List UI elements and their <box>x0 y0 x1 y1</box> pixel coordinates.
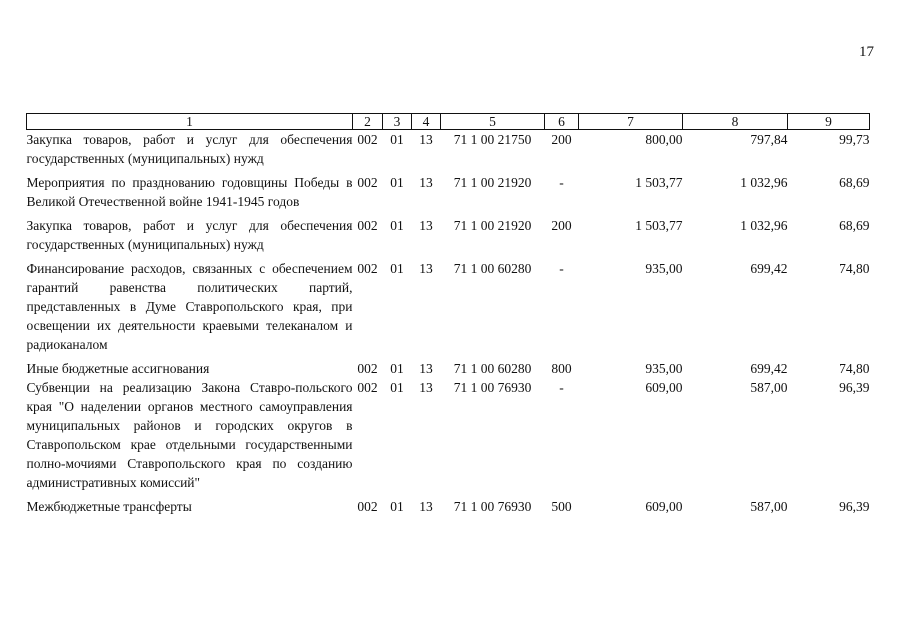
row-cell: 002 <box>357 261 378 276</box>
row-cell: 01 <box>390 499 404 514</box>
row-cell: 699,42 <box>750 261 788 276</box>
row-name: Иные бюджетные ассигнования <box>26 361 210 376</box>
row-cell: 71 1 00 21750 <box>453 132 532 147</box>
header-cell-1: 1 <box>27 114 353 130</box>
table-row <box>27 497 870 516</box>
row-cell: 002 <box>357 380 378 395</box>
row-cell: 96,39 <box>839 499 870 514</box>
row-cell: 01 <box>390 261 404 276</box>
row-cell: 71 1 00 21920 <box>453 175 532 190</box>
row-cell: 74,80 <box>839 361 870 376</box>
row-cell: 935,00 <box>645 361 683 376</box>
row-cell: 68,69 <box>839 175 870 190</box>
row-cell: 13 <box>419 361 433 376</box>
table-row <box>27 359 870 378</box>
row-name: Закупка товаров, работ и услуг для обеспечения государственных (муниципальных) нужд <box>26 132 353 166</box>
header-cell-5: 5 <box>441 114 545 130</box>
header-cell-2: 2 <box>353 114 383 130</box>
row-cell: 609,00 <box>645 380 683 395</box>
row-cell: 13 <box>419 132 433 147</box>
row-cell: 01 <box>390 361 404 376</box>
row-cell: 800 <box>551 361 572 376</box>
row-cell: 74,80 <box>839 261 870 276</box>
row-name: Закупка товаров, работ и услуг для обеспечения государственных (муниципальных) нужд <box>26 218 353 252</box>
table-row <box>27 378 870 492</box>
row-cell: 002 <box>357 218 378 233</box>
header-cell-3: 3 <box>383 114 412 130</box>
row-cell: 699,42 <box>750 361 788 376</box>
row-cell: 99,73 <box>839 132 870 147</box>
budget-table <box>26 113 870 516</box>
row-cell: 13 <box>419 380 433 395</box>
page-number: 17 <box>859 44 874 60</box>
row-cell: 13 <box>419 175 433 190</box>
row-cell: - <box>559 175 564 190</box>
row-cell: 1 503,77 <box>635 218 683 233</box>
row-cell: 587,00 <box>750 380 788 395</box>
row-cell: 200 <box>551 218 572 233</box>
row-cell: 13 <box>419 218 433 233</box>
row-cell: 797,84 <box>750 132 788 147</box>
row-cell: 200 <box>551 132 572 147</box>
row-cell: 13 <box>419 499 433 514</box>
row-cell: 68,69 <box>839 218 870 233</box>
row-cell: 609,00 <box>645 499 683 514</box>
row-cell: 71 1 00 60280 <box>453 261 532 276</box>
row-cell: 500 <box>551 499 572 514</box>
row-cell: 71 1 00 76930 <box>453 380 532 395</box>
table-row <box>27 216 870 254</box>
row-cell: 96,39 <box>839 380 870 395</box>
row-cell: 01 <box>390 218 404 233</box>
table-row <box>27 130 870 169</box>
row-cell: 71 1 00 21920 <box>453 218 532 233</box>
table-row <box>27 173 870 211</box>
row-cell: - <box>559 380 564 395</box>
header-cell-8: 8 <box>683 114 788 130</box>
row-name: Межбюджетные трансферты <box>26 499 192 514</box>
header-cell-6: 6 <box>545 114 579 130</box>
row-cell: 002 <box>357 132 378 147</box>
row-cell: 01 <box>390 380 404 395</box>
header-row <box>27 114 870 130</box>
row-cell: 01 <box>390 132 404 147</box>
row-cell: 800,00 <box>645 132 683 147</box>
row-cell: 1 503,77 <box>635 175 683 190</box>
row-cell: 002 <box>357 361 378 376</box>
row-name: Мероприятия по празднованию годовщины Победы в Великой Отечественной войне 1941-1945 годов <box>26 175 353 209</box>
row-cell: 935,00 <box>645 261 683 276</box>
row-cell: 1 032,96 <box>740 218 788 233</box>
header-cell-4: 4 <box>412 114 441 130</box>
row-cell: 1 032,96 <box>740 175 788 190</box>
row-name: Финансирование расходов, связанных с обеспечением гарантий равенства политических партий, представленных в Думе Ставропольского края, при освещении их деятельности краевыми телеканалом и радиоканалом <box>26 261 353 352</box>
row-cell: 13 <box>419 261 433 276</box>
row-name: Субвенции на реализацию Закона Ставро-польского края "О наделении органов местного самоуправления муниципальных районов и городских округов в Ставропольском крае отдельными государственными полно-мочиями Ставропольского края по созданию административных комиссий" <box>26 380 353 490</box>
row-cell: 002 <box>357 499 378 514</box>
header-cell-7: 7 <box>579 114 683 130</box>
row-cell: - <box>559 261 564 276</box>
row-cell: 002 <box>357 175 378 190</box>
row-cell: 01 <box>390 175 404 190</box>
row-cell: 71 1 00 60280 <box>453 361 532 376</box>
row-cell: 587,00 <box>750 499 788 514</box>
row-cell: 71 1 00 76930 <box>453 499 532 514</box>
table-row <box>27 259 870 354</box>
header-cell-9: 9 <box>788 114 870 130</box>
